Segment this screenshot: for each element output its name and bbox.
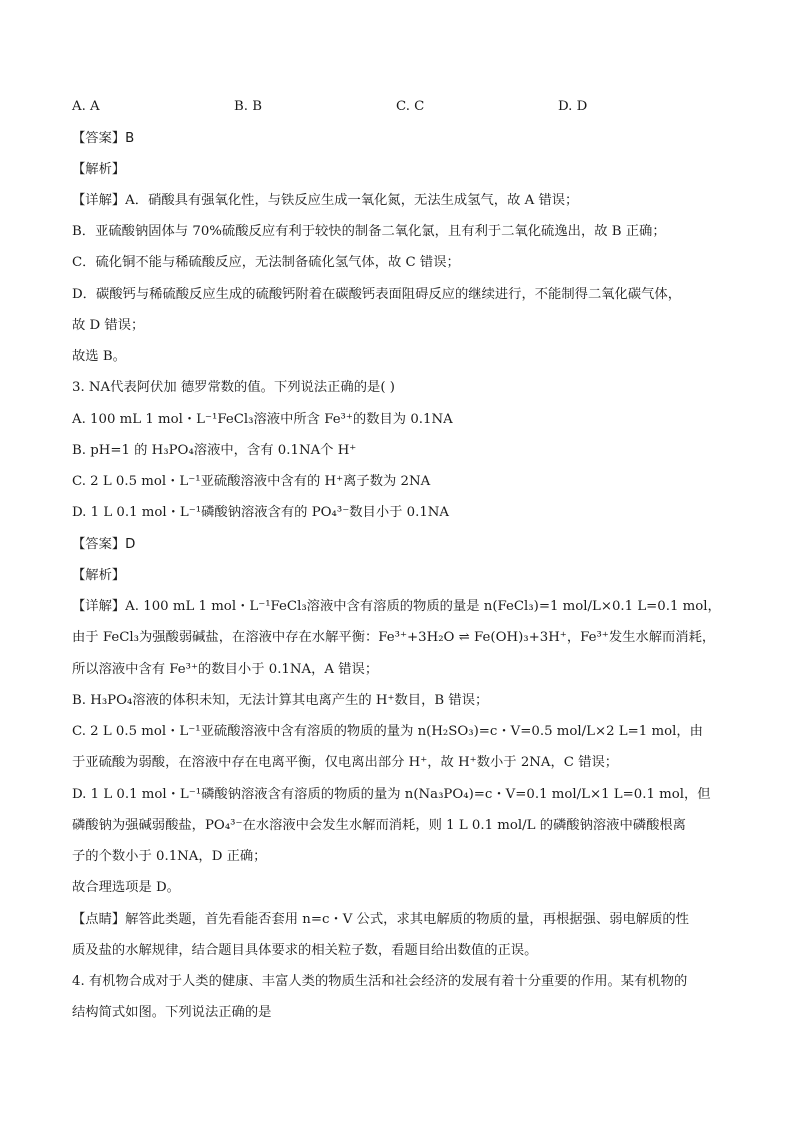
- q4-stem-line: 4. 有机物合成对于人类的健康、丰富人类的物质生活和社会经济的发展有着十分重要的作用。某有机物的: [72, 974, 688, 989]
- q3-comment-line: 【点睛】解答此类题，首先看能否套用 n=c・V 公式，求其电解质的物质的量，再根据强、弱电解质的性: [72, 912, 689, 927]
- q2-detail-line: 故选 B。: [72, 349, 126, 364]
- q3-detail-line: 由于 FeCl₃为强酸弱碱盐，在溶液中存在水解平衡：Fe³⁺+3H₂O ⇌ Fe(OH)₃+3H⁺，Fe³⁺发生水解而消耗，: [72, 630, 716, 645]
- q3-detail-line: 磷酸钠为强碱弱酸盐，PO₄³⁻在水溶液中会发生水解而消耗，则 1 L 0.1 mol/L 的磷酸钠溶液中磷酸根离: [72, 818, 686, 833]
- q3-option-b: B. pH=1 的 H₃PO₄溶液中，含有 0.1NA个 H⁺: [72, 443, 357, 458]
- q3-option-a: A. 100 mL 1 mol・L⁻¹FeCl₃溶液中所含 Fe³⁺的数目为 0.1NA: [72, 412, 453, 427]
- q3-detail-line: 【详解】A. 100 mL 1 mol・L⁻¹FeCl₃溶液中含有溶质的物质的量是 n(FeCl₃)=1 mol/L×0.1 L=0.1 mol，: [72, 599, 721, 614]
- q2-detail-line: 【详解】A．硝酸具有强氧化性，与铁反应生成一氧化氮，无法生成氢气，故 A 错误；: [72, 193, 579, 208]
- option-d: D. D: [558, 99, 588, 114]
- q3-option-c: C. 2 L 0.5 mol・L⁻¹亚硫酸溶液中含有的 H⁺离子数为 2NA: [72, 474, 431, 489]
- q2-detail-line: C．硫化铜不能与稀硫酸反应，无法制备硫化氢气体，故 C 错误；: [72, 255, 460, 270]
- q3-detail-line: C. 2 L 0.5 mol・L⁻¹亚硫酸溶液中含有溶质的物质的量为 n(H₂SO₃)=c・V=0.5 mol/L×2 L=1 mol，由: [72, 724, 703, 739]
- q3-detail-line: 故合理选项是 D。: [72, 880, 180, 895]
- q3-detail-line: D. 1 L 0.1 mol・L⁻¹磷酸钠溶液含有溶质的物质的量为 n(Na₃PO₄)=c・V=0.1 mol/L×1 L=0.1 mol，但: [72, 787, 711, 802]
- q3-analysis-label: 【解析】: [72, 568, 126, 583]
- q3-answer: 【答案】D: [72, 537, 136, 552]
- q2-detail-line: B．亚硫酸钠固体与 70%硫酸反应有利于较快的制备二氧化氯，且有利于二氧化硫逸出，故 B 正确；: [72, 224, 666, 239]
- q3-comment-line: 质及盐的水解规律，结合题目具体要求的相关粒子数，看题目给出数值的正误。: [72, 943, 538, 958]
- q4-stem-line: 结构简式如图。下列说法正确的是: [72, 1005, 272, 1020]
- q3-option-d: D. 1 L 0.1 mol・L⁻¹磷酸钠溶液含有的 PO₄³⁻数目小于 0.1NA: [72, 505, 450, 520]
- option-b: B. B: [234, 99, 262, 114]
- q2-detail-line: 故 D 错误；: [72, 318, 145, 333]
- q3-detail-line: 所以溶液中含有 Fe³⁺的数目小于 0.1NA，A 错误；: [72, 662, 379, 677]
- q2-answer: 【答案】B: [72, 131, 135, 146]
- q2-detail-line: D．碳酸钙与稀硫酸反应生成的硫酸钙附着在碳酸钙表面阻碍反应的继续进行，不能制得二氧化碳气体，: [72, 287, 682, 302]
- q3-detail-line: 于亚硫酸为弱酸，在溶液中存在电离平衡，仅电离出部分 H⁺，故 H⁺数小于 2NA，C 错误；: [72, 755, 619, 770]
- q2-analysis-label: 【解析】: [72, 162, 126, 177]
- option-c: C. C: [396, 99, 425, 114]
- q3-stem: 3. NA代表阿伏加 德罗常数的值。下列说法正确的是( ): [72, 380, 395, 395]
- q3-detail-line: B. H₃PO₄溶液的体积未知，无法计算其电离产生的 H⁺数目，B 错误；: [72, 693, 489, 708]
- q3-detail-line: 子的个数小于 0.1NA，D 正确；: [72, 849, 267, 864]
- q2-options-row: [72, 97, 734, 117]
- option-a: A. A: [72, 99, 100, 114]
